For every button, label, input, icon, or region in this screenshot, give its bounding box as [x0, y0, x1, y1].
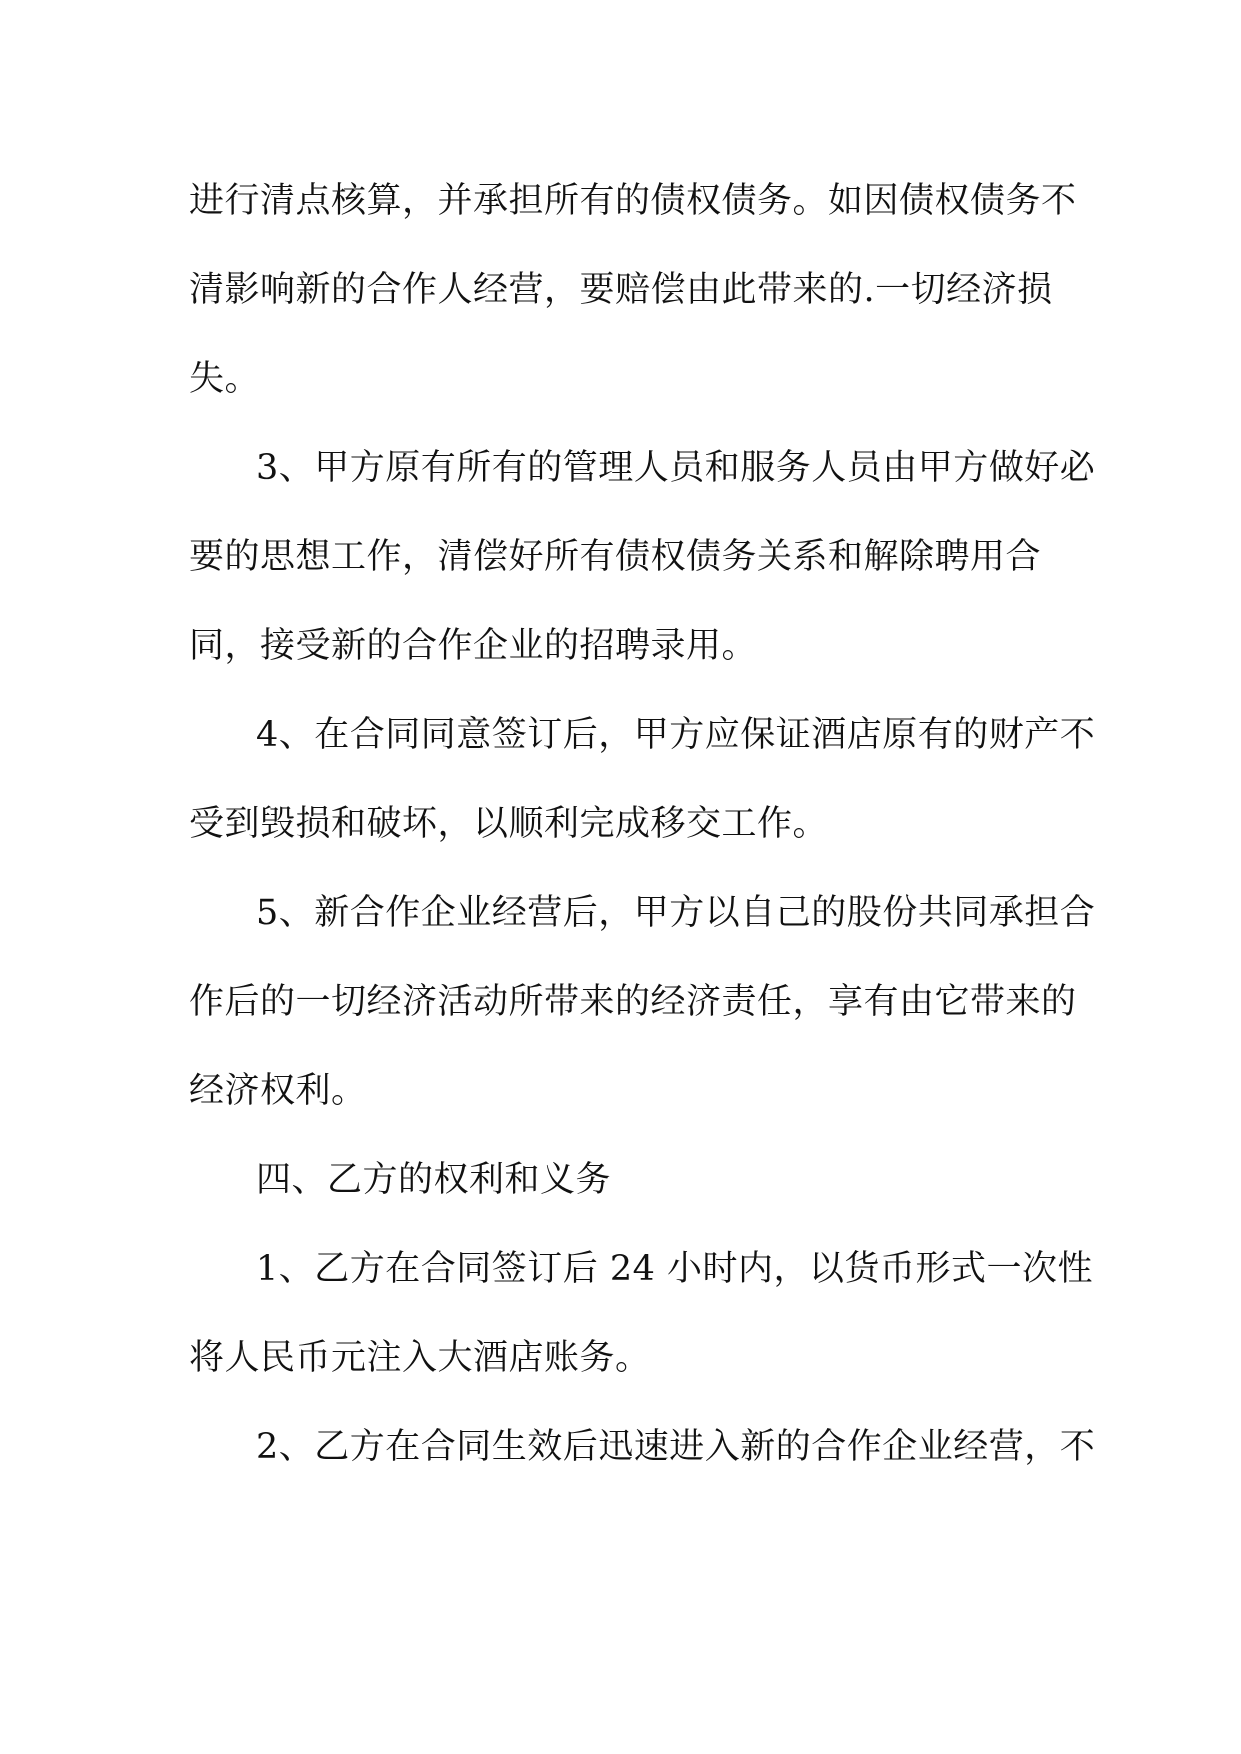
text-line-2: 清影响新的合作人经营，要赔偿由此带来的.一切经济损 [189, 270, 1053, 310]
paragraph-5-start: 5、新合作企业经营后，甲方以自己的股份共同承担合 [256, 893, 1096, 933]
paragraph-3-start: 3、甲方原有所有的管理人员和服务人员由甲方做好必 [256, 448, 1096, 488]
text-line-8: 受到毁损和破坏，以顺利完成移交工作。 [189, 804, 829, 844]
text-line-5: 要的思想工作，清偿好所有债权债务关系和解除聘用合 [189, 537, 1042, 577]
text-line-3: 失。 [189, 359, 261, 399]
paragraph-b2-start: 2、乙方在合同生效后迅速进入新的合作企业经营，不 [256, 1427, 1096, 1467]
section-heading-4: 四、乙方的权利和义务 [256, 1160, 612, 1200]
text-line-1: 进行清点核算，并承担所有的债权债务。如因债权债务不 [189, 181, 1077, 221]
paragraph-b1-start: 1、乙方在合同签订后 24 小时内，以货币形式一次性 [256, 1249, 1094, 1289]
text-line-6: 同，接受新的合作企业的招聘录用。 [189, 626, 758, 666]
text-line-11: 经济权利。 [189, 1071, 367, 1111]
paragraph-4-start: 4、在合同同意签订后，甲方应保证酒店原有的财产不 [256, 715, 1096, 755]
text-line-10: 作后的一切经济活动所带来的经济责任，享有由它带来的 [189, 982, 1077, 1022]
text-line-14: 将人民币元注入大酒店账务。 [189, 1338, 651, 1378]
